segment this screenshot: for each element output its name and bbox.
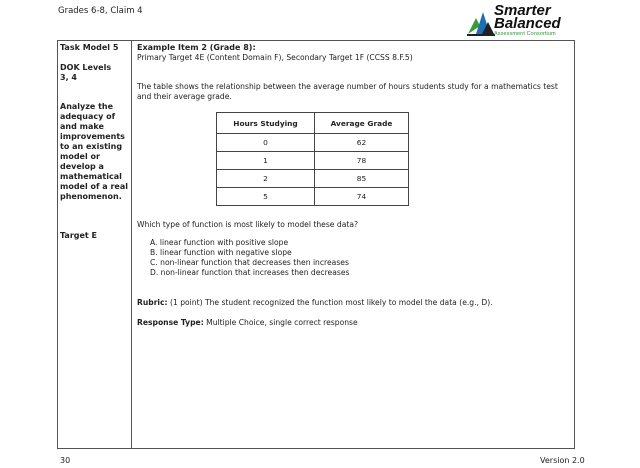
column-header-grade: Average Grade <box>314 113 408 134</box>
grade-cell: 85 <box>314 170 408 188</box>
description-line: develop a <box>60 162 104 171</box>
grades-claim-header: Grades 6-8, Claim 4 <box>58 6 143 16</box>
data-table <box>216 112 409 206</box>
response-type-text: Multiple Choice, single correct response <box>203 318 358 327</box>
choice-b: B. linear function with negative slope <box>150 248 292 257</box>
primary-target: Primary Target 4E (Content Domain F), Secondary Target 1F (CCSS 8.F.5) <box>137 53 413 62</box>
column-header-hours: Hours Studying <box>217 113 315 134</box>
hours-cell: 2 <box>217 170 315 188</box>
hours-cell: 0 <box>217 134 315 152</box>
task-model-description <box>60 102 130 202</box>
dok-levels <box>60 63 111 83</box>
description-line: model of a real <box>60 182 128 191</box>
rubric-label: Rubric: <box>137 298 168 307</box>
item-stem: The table shows the relationship between the average number of hours students study for a mathematics test and their average grade. <box>137 82 558 101</box>
question-text: Which type of function is most likely to model these data? <box>137 220 359 229</box>
hours-cell: 5 <box>217 188 315 206</box>
table-row <box>217 152 409 170</box>
description-line: and make <box>60 122 104 131</box>
description-line: Analyze the <box>60 102 114 111</box>
answer-choices <box>150 238 349 278</box>
choice-d: D. non-linear function that increases then decreases <box>150 268 350 277</box>
page-number: 30 <box>60 456 71 465</box>
logo-mark-icon <box>466 4 496 38</box>
logo-tagline: Assessment Consortium <box>494 31 556 37</box>
task-model-label: Task Model 5 <box>60 43 119 52</box>
dok-label: DOK Levels <box>60 63 112 72</box>
description-line: phenomenon. <box>60 192 122 201</box>
column-divider <box>131 40 132 449</box>
table-row <box>217 188 409 206</box>
response-type <box>137 318 358 328</box>
description-line: to an existing <box>60 142 123 151</box>
hours-cell: 1 <box>217 152 315 170</box>
table-row <box>217 134 409 152</box>
description-line: mathematical <box>60 172 122 181</box>
grade-cell: 78 <box>314 152 408 170</box>
logo-line1: Smarter <box>494 2 551 19</box>
dok-values: 3, 4 <box>60 73 77 82</box>
description-line: adequacy of <box>60 112 116 121</box>
version-label: Version 2.0 <box>540 456 585 465</box>
logo-line2: Balanced <box>494 15 561 32</box>
logo-wordmark <box>494 4 561 30</box>
rubric-text: (1 point) The student recognized the function most likely to model the data (e.g., D). <box>167 298 493 307</box>
grade-cell: 74 <box>314 188 408 206</box>
grade-cell: 62 <box>314 134 408 152</box>
choice-c: C. non-linear function that decreases then increases <box>150 258 349 267</box>
rubric <box>137 298 493 308</box>
example-item-title: Example Item 2 (Grade 8): <box>137 43 256 52</box>
smarter-balanced-logo <box>466 2 576 42</box>
table-row <box>217 170 409 188</box>
description-line: improvements <box>60 132 125 141</box>
response-type-label: Response Type: <box>137 318 204 327</box>
table-header-row <box>217 113 409 134</box>
description-line: model or <box>60 152 100 161</box>
target-label: Target E <box>60 231 97 240</box>
choice-a: A. linear function with positive slope <box>150 238 289 247</box>
